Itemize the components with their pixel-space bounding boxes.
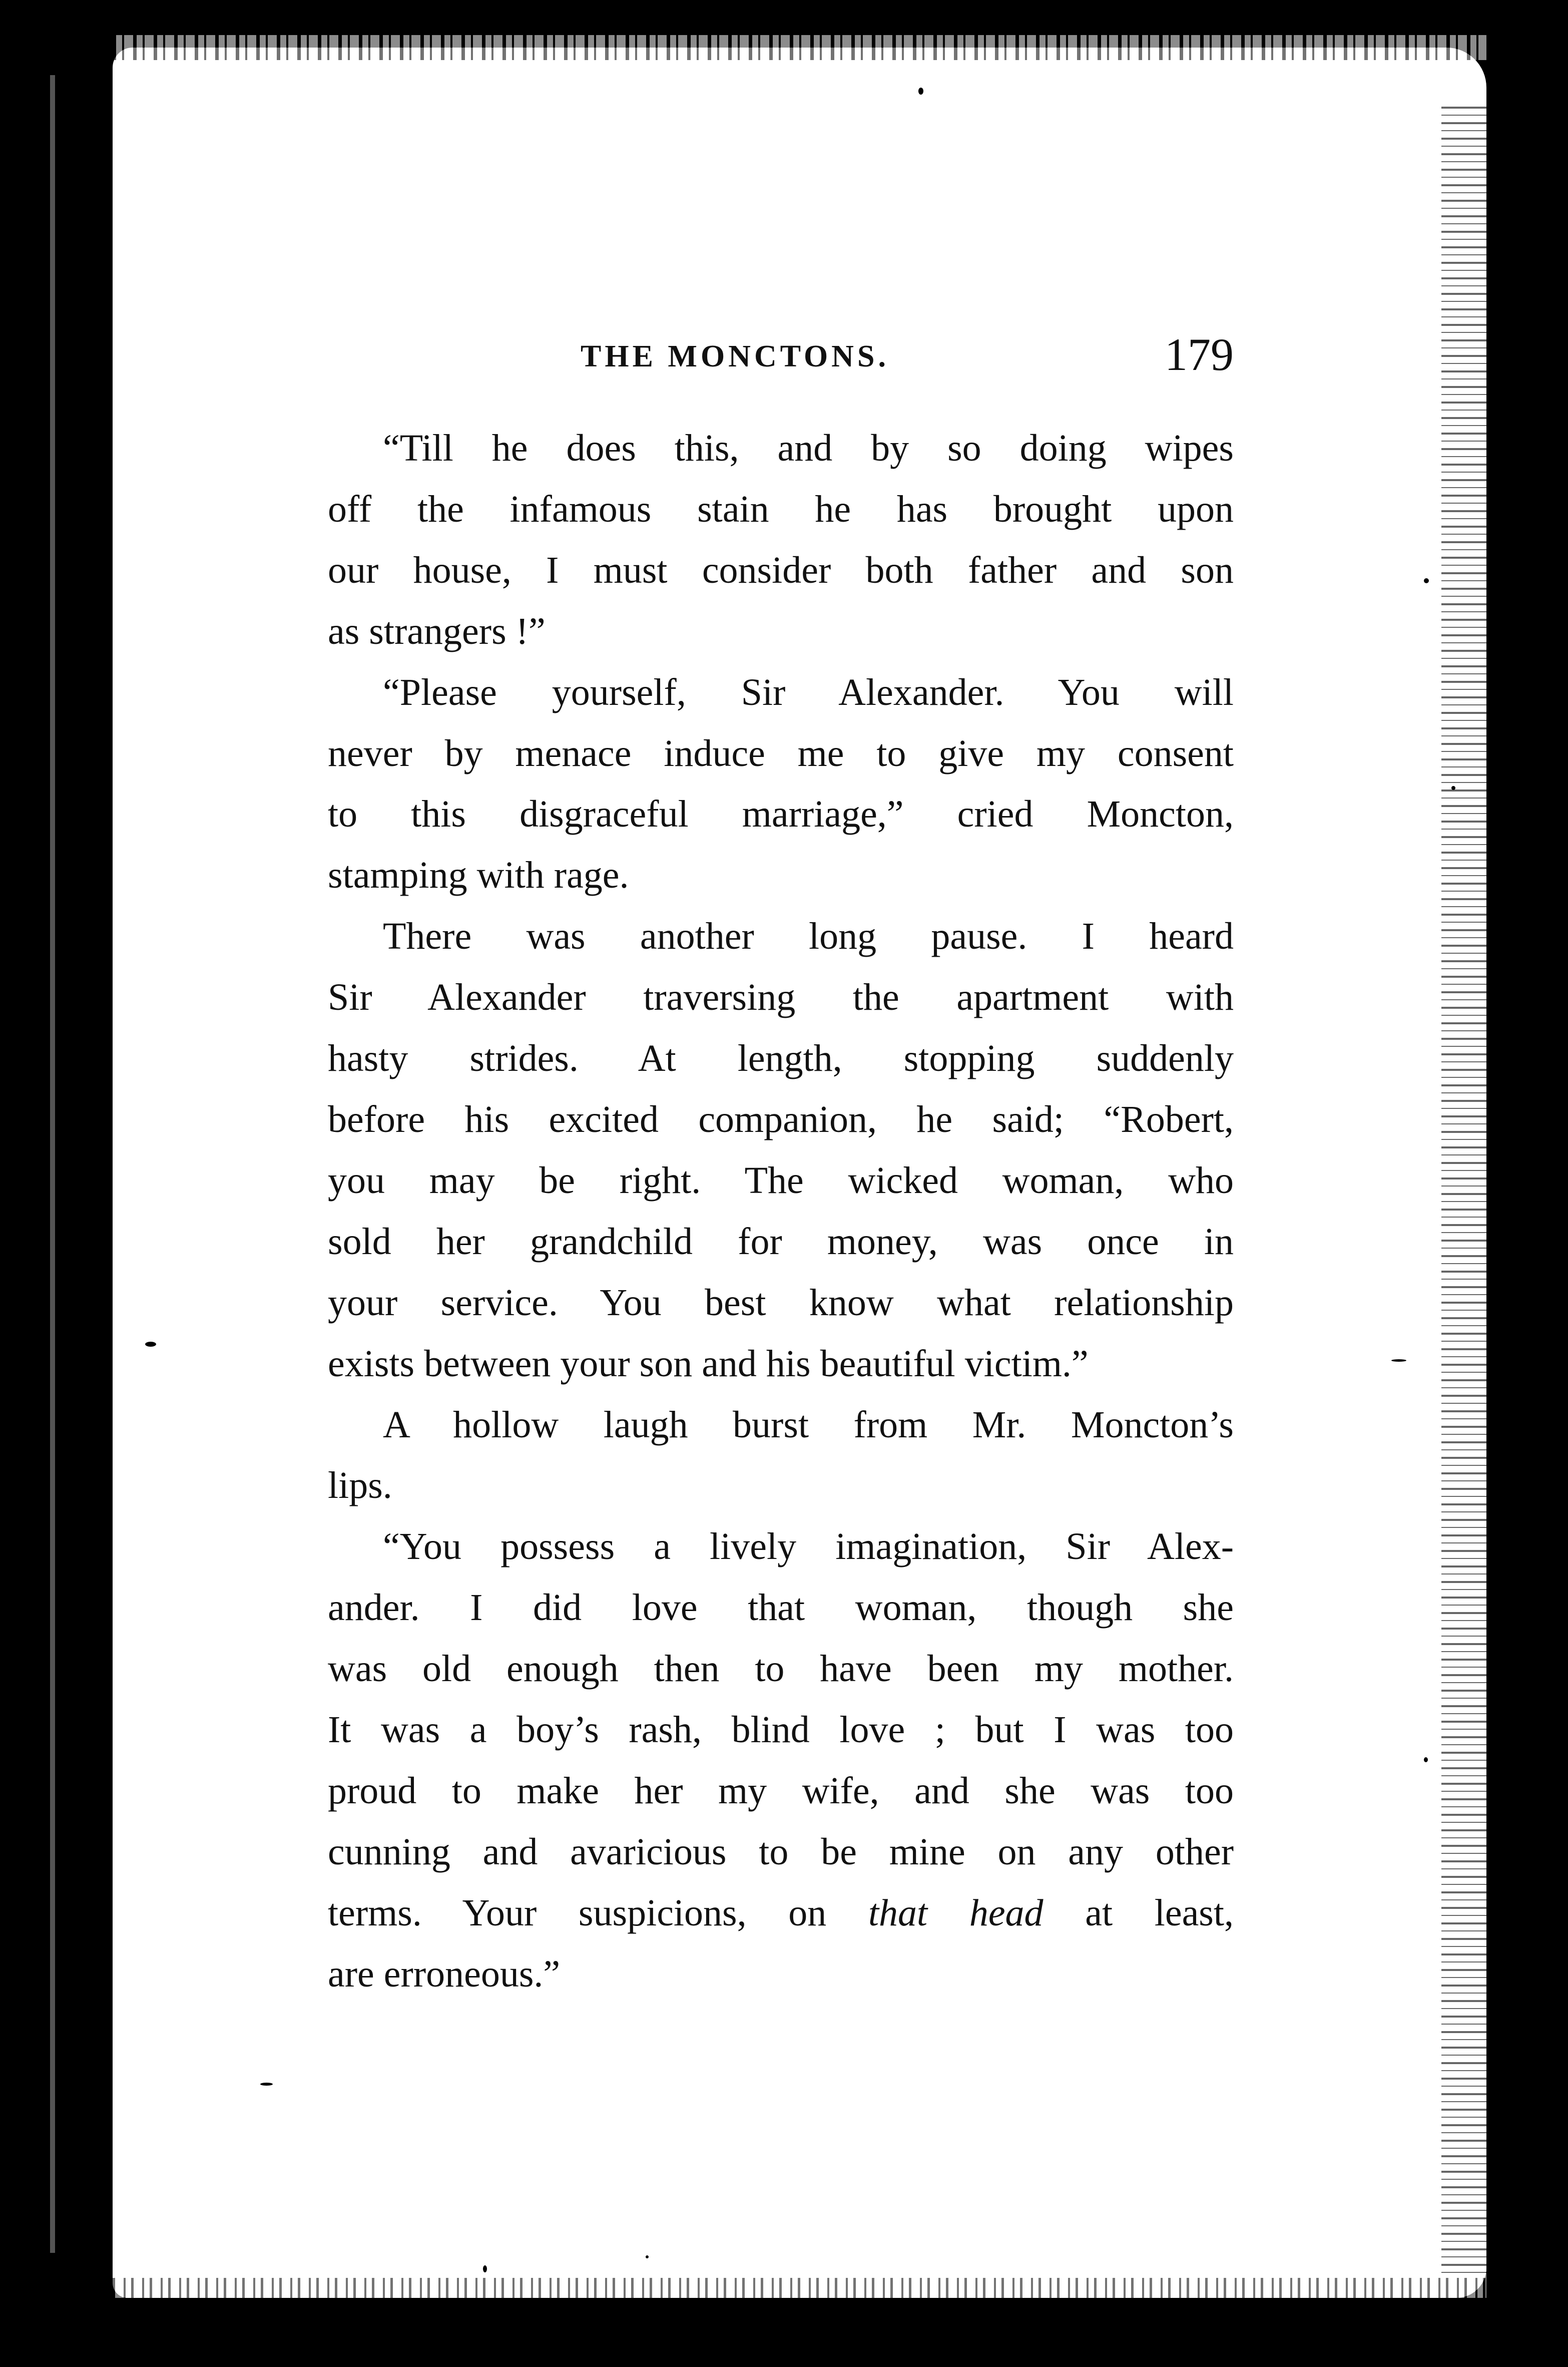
scan-speck <box>646 2255 649 2258</box>
page-gutter-shadow <box>50 75 55 2253</box>
text-line: Sir Alexander traversing the apartment with <box>328 976 1234 1019</box>
scan-speck <box>918 88 923 95</box>
running-head <box>328 328 1234 383</box>
text-line: as strangers !” <box>328 610 546 652</box>
text-run: terms. Your suspicions, on <box>328 1891 868 1934</box>
text-line: your service. You best know what relationship <box>328 1281 1234 1324</box>
scan-edge-right <box>1441 100 1486 2278</box>
text-line: before his excited companion, he said; “Robert, <box>328 1098 1234 1140</box>
text-line: sold her grandchild for money, was once in <box>328 1220 1234 1263</box>
text-line: “Till he does this, and by so doing wipes <box>383 427 1234 469</box>
text-run: at least, <box>1043 1891 1234 1934</box>
scan-edge-top <box>113 35 1486 60</box>
scan-speck <box>1451 786 1455 790</box>
text-line: our house, I must consider both father and son <box>328 549 1234 591</box>
text-line: off the infamous stain he has brought upon <box>328 488 1234 530</box>
text-line: stamping with rage. <box>328 854 629 897</box>
text-line: “Please yourself, Sir Alexander. You will <box>383 671 1234 713</box>
body-text <box>328 418 1234 2005</box>
scan-speck <box>1424 1757 1428 1762</box>
scan-edge-bottom <box>113 2278 1486 2298</box>
scan-speck <box>1391 1359 1406 1362</box>
text-line: lips. <box>328 1464 392 1507</box>
text-line: you may be right. The wicked woman, who <box>328 1159 1234 1202</box>
paragraph <box>328 1516 1234 2005</box>
paragraph <box>328 1395 1234 1517</box>
text-line: to this disgraceful marriage,” cried Moncton, <box>328 793 1234 836</box>
text-line <box>328 1883 1234 1944</box>
text-line: ander. I did love that woman, though she <box>328 1587 1234 1629</box>
text-line: A hollow laugh burst from Mr. Moncton’s <box>383 1403 1234 1446</box>
text-line: cunning and avaricious to be mine on any other <box>328 1830 1234 1873</box>
italic-phrase: that head <box>868 1891 1043 1934</box>
text-line: never by menace induce me to give my consent <box>328 732 1234 774</box>
scan-speck <box>483 2265 487 2272</box>
scan-speck <box>145 1342 156 1347</box>
text-line: are erroneous.” <box>328 1952 561 1995</box>
text-line: proud to make her my wife, and she was too <box>328 1769 1234 1812</box>
scan-speck <box>260 2083 273 2086</box>
paragraph <box>328 662 1234 907</box>
text-line: was old enough then to have been my mother. <box>328 1648 1234 1690</box>
text-line: hasty strides. At length, stopping suddenly <box>328 1037 1234 1080</box>
text-line: There was another long pause. I heard <box>383 915 1234 958</box>
page-number: 179 <box>1165 329 1234 380</box>
text-line: exists between your son and his beautiful victim.” <box>328 1342 1089 1385</box>
paragraph <box>328 906 1234 1394</box>
running-title: THE MONCTONS. <box>581 339 889 373</box>
text-line: It was a boy’s rash, blind love ; but I was too <box>328 1709 1234 1751</box>
paragraph <box>328 418 1234 662</box>
text-line: “You possess a lively imagination, Sir Alex- <box>383 1525 1234 1568</box>
scan-speck <box>1424 578 1429 583</box>
